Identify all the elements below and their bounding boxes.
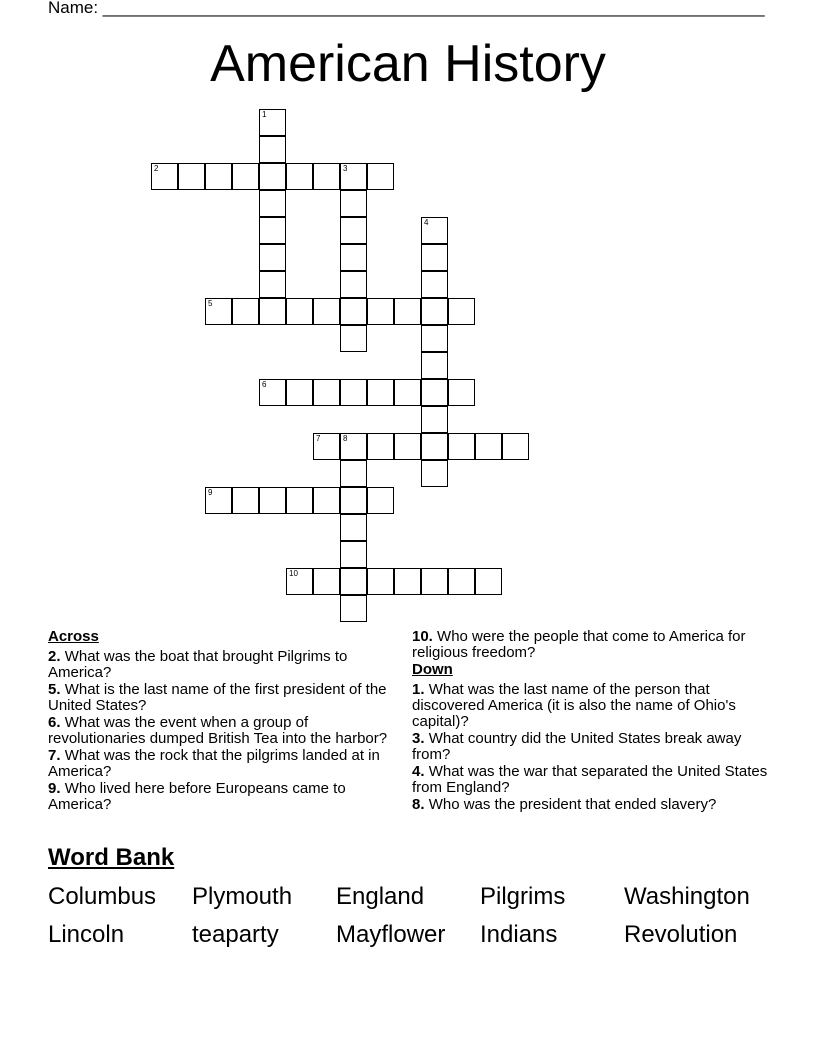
crossword-cell[interactable] bbox=[394, 433, 421, 460]
crossword-cell[interactable] bbox=[367, 298, 394, 325]
crossword-cell[interactable] bbox=[502, 433, 529, 460]
crossword-cell[interactable] bbox=[313, 487, 340, 514]
clue-down-4: 4. What was the war that separated the United States from England? bbox=[412, 763, 768, 796]
word-bank-word: England bbox=[336, 883, 425, 910]
crossword-cell[interactable] bbox=[313, 379, 340, 406]
crossword-cell[interactable] bbox=[475, 568, 502, 595]
cell-number: 6 bbox=[262, 380, 267, 389]
crossword-cell[interactable] bbox=[421, 568, 448, 595]
crossword-cell[interactable] bbox=[286, 568, 313, 595]
word-bank-word: Columbus bbox=[48, 883, 157, 910]
crossword-cell[interactable] bbox=[259, 298, 286, 325]
crossword-cell[interactable] bbox=[367, 379, 394, 406]
crossword-cell[interactable] bbox=[340, 325, 367, 352]
clue-across-6: 6. What was the event when a group of revolutionaries dumped British Tea into the harbor? bbox=[48, 714, 388, 747]
crossword-cell[interactable] bbox=[367, 433, 394, 460]
crossword-cell[interactable] bbox=[286, 379, 313, 406]
crossword-cell[interactable] bbox=[286, 163, 313, 190]
crossword-cell[interactable] bbox=[340, 595, 367, 622]
word-bank-title: Word Bank bbox=[48, 844, 175, 871]
cell-number: 2 bbox=[154, 164, 159, 173]
crossword-cell[interactable] bbox=[448, 433, 475, 460]
crossword-cell[interactable] bbox=[340, 541, 367, 568]
crossword-cell[interactable] bbox=[421, 379, 448, 406]
page-title: American History bbox=[210, 35, 606, 93]
crossword-cell[interactable] bbox=[205, 163, 232, 190]
crossword-cell[interactable] bbox=[421, 217, 448, 244]
clue-across-2: 2. What was the boat that brought Pilgrims to America? bbox=[48, 648, 348, 681]
crossword-cell[interactable] bbox=[232, 298, 259, 325]
word-bank-word: Mayflower bbox=[336, 921, 446, 948]
clue-across-9: 9. Who lived here before Europeans came to America? bbox=[48, 780, 346, 813]
crossword-cell[interactable] bbox=[259, 109, 286, 136]
crossword-cell[interactable] bbox=[340, 487, 367, 514]
clues-column-left bbox=[48, 629, 388, 814]
crossword-cell[interactable] bbox=[394, 379, 421, 406]
word-bank-word: Washington bbox=[624, 883, 750, 910]
crossword-cell[interactable] bbox=[340, 460, 367, 487]
crossword-cell[interactable] bbox=[448, 568, 475, 595]
clue-down-1: 1. What was the last name of the person that discovered America (it is also the name of Ohio's capital)? bbox=[412, 681, 736, 730]
cell-number: 3 bbox=[343, 164, 348, 173]
crossword-cell[interactable] bbox=[394, 298, 421, 325]
cell-number: 7 bbox=[316, 434, 321, 443]
word-bank-word: teaparty bbox=[192, 921, 279, 948]
crossword-cell[interactable] bbox=[313, 298, 340, 325]
crossword-cell[interactable] bbox=[367, 487, 394, 514]
crossword-cell[interactable] bbox=[448, 298, 475, 325]
cell-number: 8 bbox=[343, 434, 348, 443]
crossword-cell[interactable] bbox=[178, 163, 205, 190]
word-bank-word: Indians bbox=[480, 921, 558, 948]
crossword-cell[interactable] bbox=[259, 217, 286, 244]
crossword-cell[interactable] bbox=[448, 379, 475, 406]
crossword-cell[interactable] bbox=[340, 190, 367, 217]
clues-column-right bbox=[412, 629, 772, 814]
crossword-cell[interactable] bbox=[367, 568, 394, 595]
crossword-cell[interactable] bbox=[421, 352, 448, 379]
clue-down-8: 8. Who was the president that ended slavery? bbox=[412, 796, 717, 813]
crossword-cell[interactable] bbox=[232, 487, 259, 514]
crossword-cell[interactable] bbox=[205, 298, 232, 325]
cell-number: 4 bbox=[424, 218, 429, 227]
crossword-cell[interactable] bbox=[286, 298, 313, 325]
crossword-cell[interactable] bbox=[340, 568, 367, 595]
crossword-cell[interactable] bbox=[340, 244, 367, 271]
crossword-cell[interactable] bbox=[259, 487, 286, 514]
crossword-cell[interactable] bbox=[340, 514, 367, 541]
cell-number: 5 bbox=[208, 299, 213, 308]
name-field-label[interactable]: Name: ______________________________________________________________________ bbox=[48, 0, 765, 17]
crossword-cell[interactable] bbox=[259, 163, 286, 190]
crossword-cell[interactable] bbox=[340, 217, 367, 244]
crossword-cell[interactable] bbox=[259, 379, 286, 406]
crossword-cell[interactable] bbox=[151, 163, 178, 190]
crossword-cell[interactable] bbox=[421, 244, 448, 271]
crossword-cell[interactable] bbox=[313, 163, 340, 190]
word-bank-word: Lincoln bbox=[48, 921, 125, 948]
across-heading: Across bbox=[48, 628, 99, 645]
crossword-cell[interactable] bbox=[259, 190, 286, 217]
crossword-cell[interactable] bbox=[205, 487, 232, 514]
word-bank-word: Plymouth bbox=[192, 883, 293, 910]
crossword-cell[interactable] bbox=[340, 271, 367, 298]
clue-across-10: 10. Who were the people that come to America for religious freedom? bbox=[412, 628, 746, 661]
crossword-cell[interactable] bbox=[421, 406, 448, 433]
clue-down-3: 3. What country did the United States break away from? bbox=[412, 730, 742, 763]
crossword-cell[interactable] bbox=[475, 433, 502, 460]
crossword-cell[interactable] bbox=[259, 136, 286, 163]
crossword-cell[interactable] bbox=[421, 271, 448, 298]
crossword-cell[interactable] bbox=[259, 244, 286, 271]
word-bank-word: Revolution bbox=[624, 921, 738, 948]
crossword-cell[interactable] bbox=[394, 568, 421, 595]
crossword-cell[interactable] bbox=[232, 163, 259, 190]
crossword-cell[interactable] bbox=[286, 487, 313, 514]
down-heading: Down bbox=[412, 661, 453, 678]
clue-across-7: 7. What was the rock that the pilgrims landed at in America? bbox=[48, 747, 380, 780]
crossword-cell[interactable] bbox=[313, 568, 340, 595]
crossword-cell[interactable] bbox=[340, 163, 367, 190]
crossword-cell[interactable] bbox=[367, 163, 394, 190]
crossword-cell[interactable] bbox=[259, 271, 286, 298]
cell-number: 1 bbox=[262, 110, 267, 119]
crossword-cell[interactable] bbox=[421, 460, 448, 487]
cell-number: 10 bbox=[289, 569, 298, 578]
crossword-cell[interactable] bbox=[340, 298, 367, 325]
crossword-cell[interactable] bbox=[421, 433, 448, 460]
crossword-cell[interactable] bbox=[421, 325, 448, 352]
cell-number: 9 bbox=[208, 488, 213, 497]
crossword-cell[interactable] bbox=[340, 379, 367, 406]
crossword-cell[interactable] bbox=[421, 298, 448, 325]
crossword-cell[interactable] bbox=[340, 433, 367, 460]
word-bank-word: Pilgrims bbox=[480, 883, 566, 910]
clue-across-5: 5. What is the last name of the first president of the United States? bbox=[48, 681, 387, 714]
crossword-cell[interactable] bbox=[313, 433, 340, 460]
